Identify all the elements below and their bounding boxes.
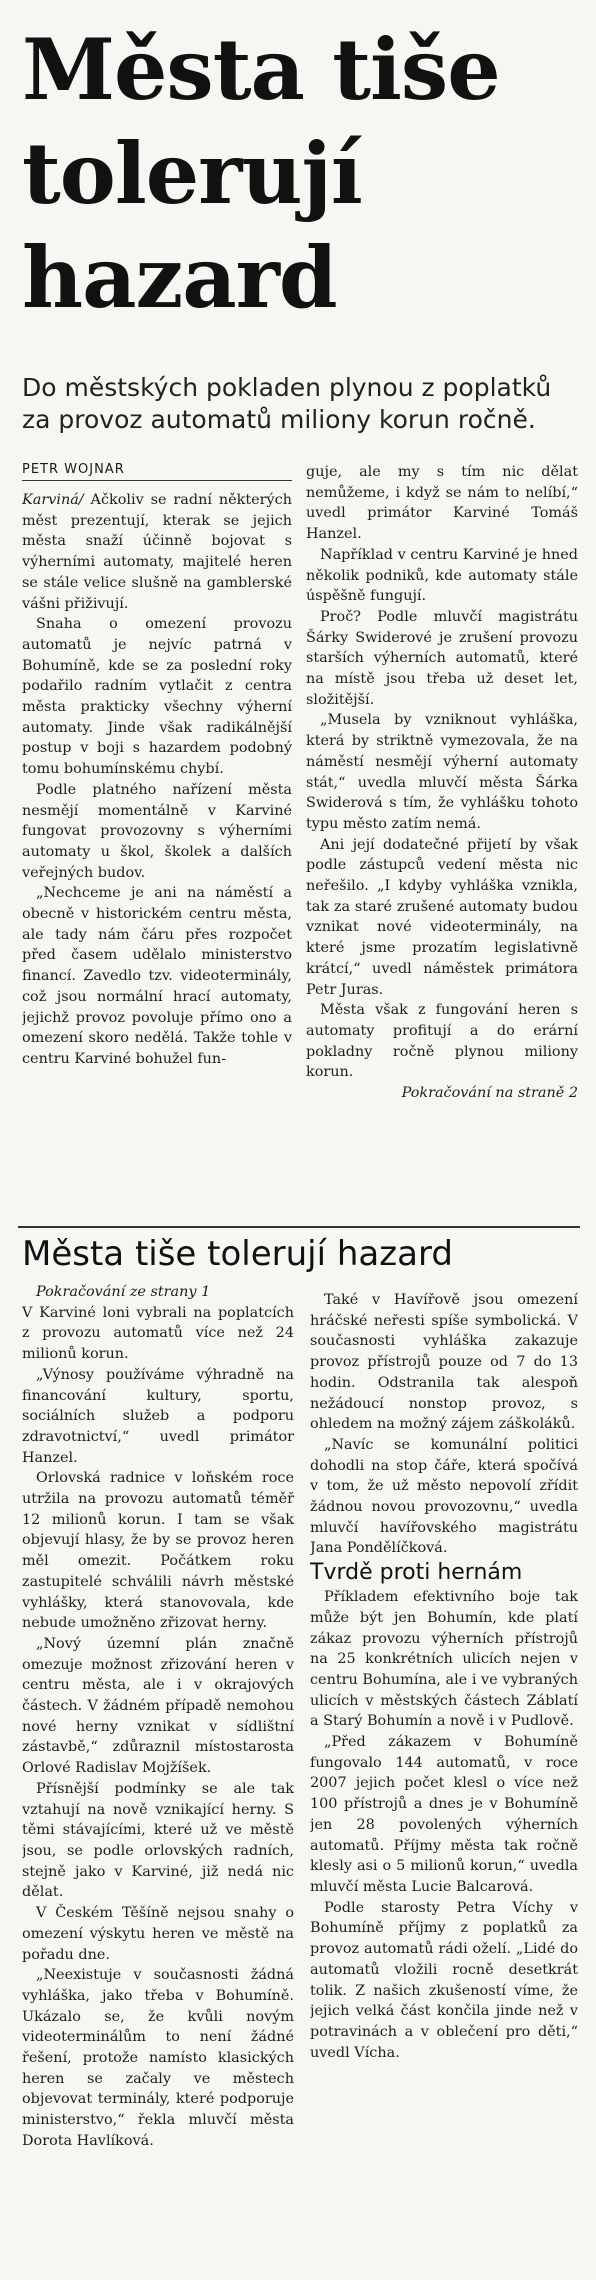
- headline-line-2: tolerují: [22, 124, 362, 223]
- main-headline: [22, 18, 582, 330]
- dateline: Karviná/: [22, 492, 84, 508]
- paragraph: „Výnosy používáme výhradně na financování kultury, sportu, sociálních služeb a podporu zdravotnictví,“ uvedl primátor Hanzel.: [22, 1366, 294, 1466]
- paragraph: „Nový územní plán značně omezuje možnost zřizování heren v centru města, ale i v okrajových částech. V žádném případě nemohou nové herny vznikat v sídlištní zástavbě,“ zdůraznil místostarosta Orlové Radislav Mojžíšek.: [22, 1635, 294, 1777]
- article-column-4: [310, 1290, 578, 2272]
- headline-line-1: Města tiše: [22, 20, 500, 119]
- paragraph: Příkladem efektivního boje tak může být jen Bohumín, kde platí zákaz provozu výherních přístrojů na 25 konkrétních ulicích nejen v centru Bohumína, ale i ve vybraných ulicích v městských částech Záblatí a Starý Bohumín a nově i v Pudlově.: [310, 1589, 578, 1730]
- paragraph: Také v Havířově jsou omezení hráčské neřesti spíše symbolická. V současnosti vyhláška zakazuje provoz přístrojů pouze od 7 do 13 hodin. Odstranila tak alespoň nežádoucí nonstop provoz, s ohledem na možný zájem záškoláků.: [310, 1292, 578, 1433]
- continuation-from-note: Pokračování ze strany 1: [36, 1284, 211, 1300]
- paragraph: V Českém Těšíně nejsou snahy o omezení výskytu heren ve městě na pořadu dne.: [22, 1905, 294, 1963]
- paragraph: „Navíc se komunální politici dohodli na stop čáře, která spočívá v tom, že už město nepovolí zřídit žádnou novou provozovnu,“ uvedla mluvčí havířovského magistrátu Jana Pondělíčková.: [310, 1436, 578, 1557]
- paragraph: Přísnější podmínky se ale tak vztahují na nově vznikající herny. S těmi stávajícími, které už ve městě jsou, se podle orlovských radních, stejně jako v Karviné, již nedá nic dělat.: [22, 1780, 294, 1901]
- subheading: Tvrdě proti hernám: [310, 1560, 523, 1586]
- paragraph: „Před zákazem v Bohumíně fungovalo 144 automatů, v roce 2007 jejich počet klesl o více než 100 přístrojů a dnes je v Bohumíně jen 28 povolených výherních automatů. Příjmy města tak ročně klesly asi o 5 milionů korun,“ uvedla mluvčí města Lucie Balcarová.: [310, 1734, 578, 1895]
- article-column-1: [22, 490, 292, 1220]
- paragraph: Například v centru Karviné je hned několik podniků, kde automaty stále úspěšně fungují.: [306, 546, 578, 605]
- paragraph: „Nechceme je ani na náměstí a obecně v historickém centru města, ale tady nám čáru přes rozpočet před časem udělalo ministerstvo financí. Zavedlo tzv. videoterminály, což jsou normální hrací automaty, jejichž provoz povoluje přímo ono a omezení skoro nedělá. Takže tohle v centru Karviné bohužel fun-: [22, 885, 292, 1067]
- paragraph: Podle starosty Petra Víchy v Bohumíně příjmy z poplatků za provoz automatů rádi oželí. „Lidé do automatů vložili rocně desetkrát tolik. Z našich zkušeností víme, že jejich velká část končila jinde než v potravinách a v oblečení pro děti,“ uvedl Vícha.: [310, 1899, 578, 2061]
- deck-subtitle: Do městských pokladen plynou z poplatků za provoz automatů miliony korun ročně.: [22, 373, 552, 434]
- paragraph-text: Ačkoliv se radní některých měst prezentují, kterak se jejich města snaží účinně bojovat s výherními automaty, majitelé heren se stále velice slušně na gamblerské vášni přiživují.: [22, 492, 292, 612]
- byline: PETR WOJNAR: [22, 462, 292, 481]
- paragraph: [22, 490, 292, 614]
- paragraph: „Neexistuje v současnosti žádná vyhláška, jako třeba v Bohumíně. Ukázalo se, že kvůli novým videoterminálům to není žádné řešení, protože namísto klasických heren se začaly ve městech objevovat terminály, které podporuje ministerstvo,“ řekla mluvčí města Dorota Havlíková.: [22, 1967, 294, 2149]
- headline-line-3: hazard: [22, 228, 337, 327]
- continuation-note: Pokračování na straně 2: [401, 1085, 578, 1102]
- paragraph: V Karviné loni vybrali na poplatcích z provozu automatů více než 24 milionů korun.: [22, 1304, 294, 1363]
- paragraph: Města však z fungování heren s automaty profitují a do erární pokladny ročně plynou miliony korun.: [306, 1002, 578, 1081]
- paragraph: Podle platného nařízení města nesmějí momentálně v Karviné fungovat provozovny s výherními automaty u škol, školek a dalších veřejných budov.: [22, 781, 292, 881]
- paragraph: Ani její dodatečné přijetí by však podle zástupců vedení města nic neřešilo. „I kdyby vyhláška vznikla, tak za staré zrušené automaty budou vznikat nové videoterminály, na které jsme prozatím legislativně krátcí,“ uvedl náměstek primátora Petr Juras.: [306, 836, 578, 998]
- article-column-3: [22, 1282, 294, 2272]
- paragraph: Proč? Podle mluvčí magistrátu Šárky Swiderové je zrušení provozu starších výherních automatů, které na místě jsou třeba už deset let, složitější.: [306, 608, 578, 708]
- paragraph: Orlovská radnice v loňském roce utržila na provozu automatů téměř 12 milionů korun. I tam se však objevují hlasy, že by se provoz heren měl omezit. Počátkem roku zastupitelé schválili návrh městské vyhlášky, která stanovovala, kde nebude umožněno zřizovat herny.: [22, 1470, 294, 1632]
- section-divider: [18, 1226, 580, 1228]
- paragraph: guje, ale my s tím nic dělat nemůžeme, i když se nám to nelíbí,“ uvedl primátor Karviné Tomáš Hanzel.: [306, 464, 578, 543]
- paragraph: „Musela by vzniknout vyhláška, která by striktně vymezovala, že na náměstí nesmějí výherní automaty stát,“ uvedla mluvčí města Šárka Swiderová s tím, že vyhlášku tohoto typu město zatím nemá.: [306, 712, 578, 832]
- article-column-2: [306, 462, 578, 1220]
- continuation-headline: Města tiše tolerují hazard: [22, 1234, 453, 1274]
- paragraph: Snaha o omezení provozu automatů je nejvíc patrná v Bohumíně, kde se za poslední roky podařilo radním vytlačit z centra města prakticky všechny výherní automaty. Jinde však radikálnější postup v boji s hazardem podobný tomu bohumínskému chybí.: [22, 616, 292, 778]
